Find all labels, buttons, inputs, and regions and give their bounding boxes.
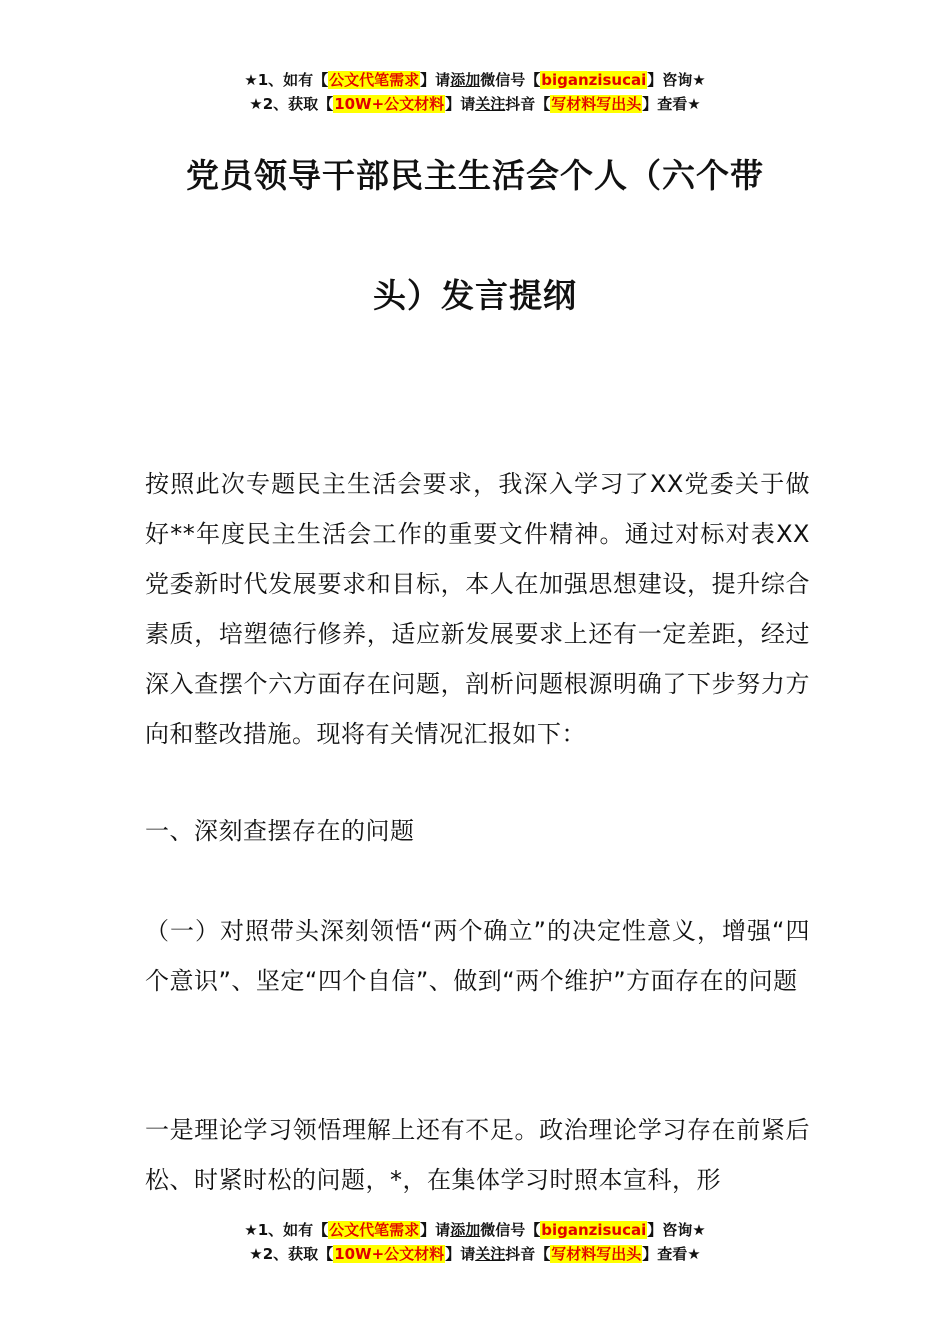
highlight-materials: 10W+公文材料 (334, 95, 445, 113)
document-title-line-1: 党员领导干部民主生活会个人（六个带 (186, 156, 764, 195)
document-title-line-2: 头）发言提纲 (373, 276, 577, 315)
promo-line-2: ★2、获取【10W+公文材料】请关注抖音【写材料写出头】查看★ (249, 95, 701, 113)
section-heading-1: 一、深刻查摆存在的问题 (145, 817, 415, 845)
promo-line-1: ★1、如有【公文代笔需求】请添加微信号【biganzisucai】咨询★ (244, 71, 706, 89)
subsection-heading-1: （一）对照带头深刻领悟“两个确立”的决定性意义，增强“四个意识”、坚定“四个自信”、做到“两个维护”方面存在的问题 (145, 917, 810, 995)
promo-line-1: ★1、如有【公文代笔需求】请添加微信号【biganzisucai】咨询★ (244, 1221, 706, 1239)
intro-paragraph: 按照此次专题民主生活会要求，我深入学习了XX党委关于做好**年度民主生活会工作的重要文件精神。通过对标对表XX党委新时代发展要求和目标，本人在加强思想建设，提升综合素质，培塑德行修养，适应新发展要求上还有一定差距，经过深入查摆个六方面存在问题，剖析问题根源明确了下步努力方向和整改措施。现将有关情况汇报如下： (145, 470, 810, 748)
promo-line-2: ★2、获取【10W+公文材料】请关注抖音【写材料写出头】查看★ (249, 1245, 701, 1263)
highlight-writing-service: 公文代笔需求 (329, 1221, 420, 1239)
highlight-wechat-id: biganzisucai (541, 71, 647, 89)
promo-banner-bottom (0, 1218, 950, 1266)
point-paragraph-1: 一是理论学习领悟理解上还有不足。政治理论学习存在前紧后松、时紧时松的问题，*，在集体学习时照本宣科，形 (145, 1116, 810, 1194)
highlight-materials: 10W+公文材料 (334, 1245, 445, 1263)
highlight-writing-service: 公文代笔需求 (329, 71, 420, 89)
highlight-douyin-account: 写材料写出头 (551, 95, 642, 113)
promo-banner-top (0, 68, 950, 116)
highlight-wechat-id: biganzisucai (541, 1221, 647, 1239)
highlight-douyin-account: 写材料写出头 (551, 1245, 642, 1263)
